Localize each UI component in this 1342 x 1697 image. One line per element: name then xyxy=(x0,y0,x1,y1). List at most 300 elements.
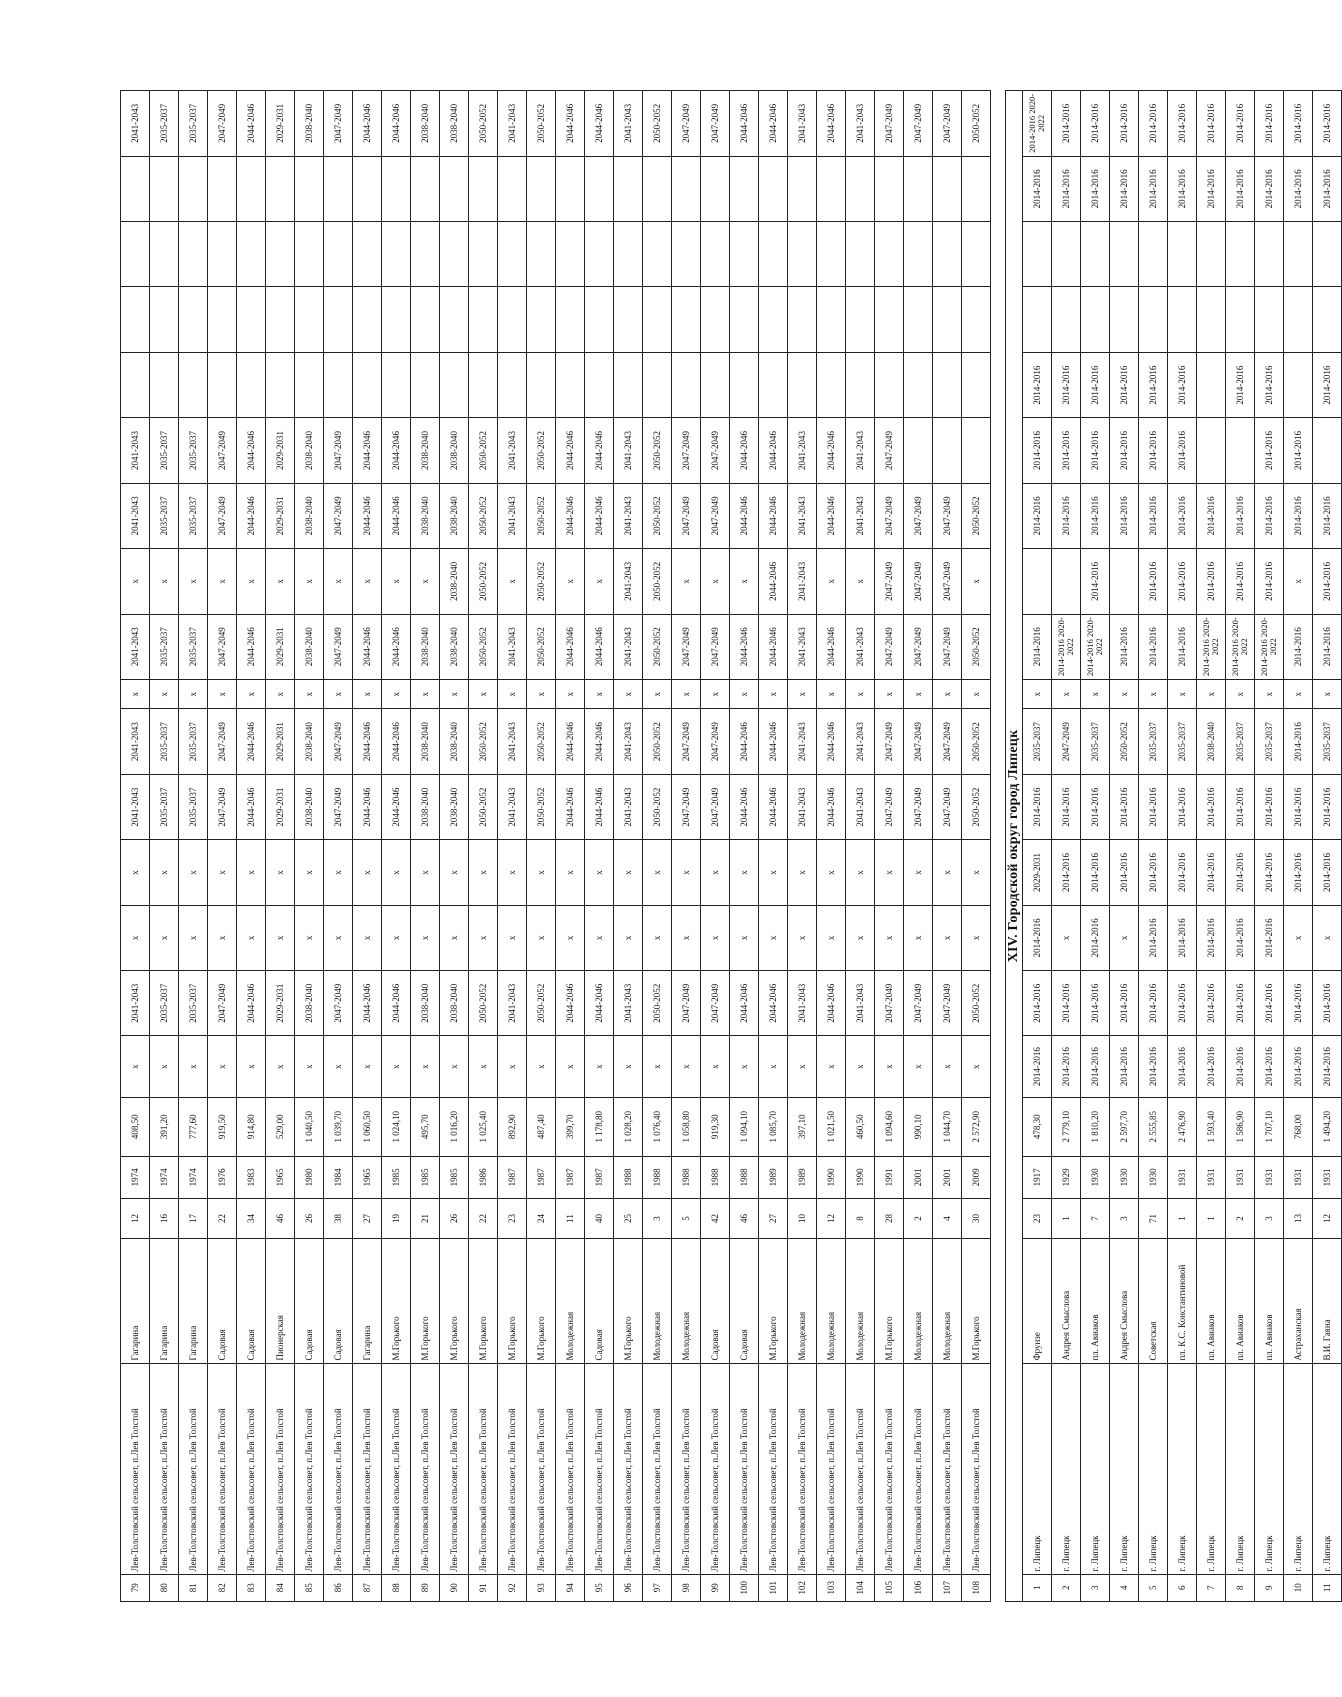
table-cell: 2014-2016 xyxy=(1226,352,1255,417)
table-cell: x xyxy=(469,679,498,709)
table-cell xyxy=(1255,222,1284,287)
table-cell: 2014-2016 xyxy=(1313,549,1342,614)
table-cell: 1 024,10 xyxy=(382,1097,411,1156)
table-cell: 95 xyxy=(585,1574,614,1601)
table-cell: 2047-2049 xyxy=(875,549,904,614)
table-cell: 8 xyxy=(1226,1574,1255,1601)
table-cell: 2041-2043 xyxy=(121,774,150,839)
table-cell xyxy=(817,222,846,287)
table-cell: 2047-2049 xyxy=(904,614,933,679)
table-cell: 2044-2046 xyxy=(585,418,614,483)
table-cell xyxy=(962,287,991,352)
table-cell: 2044-2046 xyxy=(585,614,614,679)
table-cell: x xyxy=(411,840,440,905)
table-cell: x xyxy=(904,840,933,905)
table-row xyxy=(1255,91,1284,1602)
table-cell: x xyxy=(962,1036,991,1097)
table-row xyxy=(353,91,382,1602)
table-cell: 1990 xyxy=(846,1156,875,1198)
table-cell xyxy=(875,287,904,352)
table-cell: 1 028,20 xyxy=(614,1097,643,1156)
table-cell: 2041-2043 xyxy=(788,418,817,483)
table-cell: x xyxy=(440,840,469,905)
table-cell: 2047-2049 xyxy=(875,774,904,839)
table-cell: 98 xyxy=(672,1574,701,1601)
table-cell: 2044-2046 xyxy=(556,418,585,483)
table-row xyxy=(875,91,904,1602)
table-cell: x xyxy=(527,840,556,905)
table-cell: 2044-2046 xyxy=(585,971,614,1036)
table-cell: 2014-2016 xyxy=(1081,840,1110,905)
table-cell: x xyxy=(469,840,498,905)
table-cell: 1 xyxy=(1168,1198,1197,1238)
table-cell: x xyxy=(121,840,150,905)
table-cell: x xyxy=(1197,679,1226,709)
table-cell: 2035-2037 xyxy=(150,418,179,483)
table-cell: 46 xyxy=(730,1198,759,1238)
table-cell: 2041-2043 xyxy=(614,614,643,679)
table-cell: 2041-2043 xyxy=(846,418,875,483)
table-row xyxy=(1139,91,1168,1602)
table-cell: 2044-2046 xyxy=(585,774,614,839)
table-cell xyxy=(208,352,237,417)
table-cell: Фрунзе xyxy=(1023,1239,1052,1364)
table-cell: 2047-2049 xyxy=(933,549,962,614)
table-cell xyxy=(353,352,382,417)
table-cell: 2044-2046 xyxy=(382,91,411,157)
table-cell: 2041-2043 xyxy=(614,549,643,614)
table-cell: 2014-2016 xyxy=(1110,1036,1139,1097)
table-cell xyxy=(237,352,266,417)
table-row xyxy=(527,91,556,1602)
table-cell: 2044-2046 xyxy=(237,614,266,679)
table-cell xyxy=(527,352,556,417)
table-cell: x xyxy=(411,549,440,614)
table-cell: 2047-2049 xyxy=(1052,709,1081,774)
table-cell: x xyxy=(353,1036,382,1097)
table-row xyxy=(1052,91,1081,1602)
table-cell xyxy=(469,352,498,417)
table-cell: 1 016,20 xyxy=(440,1097,469,1156)
table-cell: 2050-2052 xyxy=(643,483,672,548)
table-cell: 2041-2043 xyxy=(498,971,527,1036)
table-cell: 2 555,85 xyxy=(1139,1097,1168,1156)
table-row xyxy=(730,91,759,1602)
table-cell xyxy=(933,287,962,352)
table-cell: 2014-2016 xyxy=(1139,614,1168,679)
table-cell: 2014-2016 xyxy=(1197,156,1226,221)
table-cell: Лев-Толстовский сельсовет, п.Лев Толстой xyxy=(440,1363,469,1574)
table-cell: 1 593,40 xyxy=(1197,1097,1226,1156)
table-cell: 2047-2049 xyxy=(904,709,933,774)
table-cell xyxy=(121,287,150,352)
table-cell: 2044-2046 xyxy=(730,91,759,157)
table-cell xyxy=(875,352,904,417)
table-cell: 2014-2016 xyxy=(1081,1036,1110,1097)
table-cell: x xyxy=(701,905,730,970)
table-cell: 2035-2037 xyxy=(1313,709,1342,774)
table-cell: x xyxy=(266,1036,295,1097)
table-cell: 2047-2049 xyxy=(701,614,730,679)
table-cell: x xyxy=(817,840,846,905)
table-row xyxy=(121,91,150,1602)
table-cell: Лев-Толстовский сельсовет, п.Лев Толстой xyxy=(614,1363,643,1574)
table-cell: 2014-2016 2020-2022 xyxy=(1081,614,1110,679)
table-cell: 2029-2031 xyxy=(266,91,295,157)
table-cell: 1988 xyxy=(672,1156,701,1198)
table-cell: 2047-2049 xyxy=(701,483,730,548)
table-cell: x xyxy=(846,840,875,905)
table-cell xyxy=(498,156,527,221)
table-cell: 2014-2016 xyxy=(1081,418,1110,483)
table-cell: 2014-2016 xyxy=(1284,156,1313,221)
table-cell: Садовая xyxy=(701,1239,730,1364)
table-cell: Молодежная xyxy=(817,1239,846,1364)
table-cell: 38 xyxy=(324,1198,353,1238)
table-cell: x xyxy=(440,679,469,709)
table-cell: x xyxy=(353,840,382,905)
table-cell: 2014-2016 xyxy=(1168,156,1197,221)
table-cell: Лев-Толстовский сельсовет, п.Лев Толстой xyxy=(643,1363,672,1574)
table-cell: 2014-2016 xyxy=(1255,774,1284,839)
table-cell: пл. Авиаков xyxy=(1081,1239,1110,1364)
table-cell: 1 810,20 xyxy=(1081,1097,1110,1156)
table-cell: Лев-Толстовский сельсовет, п.Лев Толстой xyxy=(585,1363,614,1574)
table-cell: x xyxy=(295,679,324,709)
table-cell: 2044-2046 xyxy=(730,971,759,1036)
table-cell: x xyxy=(846,905,875,970)
table-cell: 2038-2040 xyxy=(440,971,469,1036)
table-cell: x xyxy=(266,679,295,709)
table-cell: 2044-2046 xyxy=(759,418,788,483)
table-cell: 89 xyxy=(411,1574,440,1601)
table-cell: 2014-2016 xyxy=(1197,840,1226,905)
table-cell: x xyxy=(788,840,817,905)
table-cell: 919,50 xyxy=(208,1097,237,1156)
table-cell: x xyxy=(788,905,817,970)
table-cell xyxy=(701,156,730,221)
table-cell xyxy=(1023,222,1052,287)
table-cell xyxy=(1284,352,1313,417)
table-cell: x xyxy=(614,905,643,970)
table-cell: 2050-2052 xyxy=(527,91,556,157)
table-cell: 2047-2049 xyxy=(701,774,730,839)
table-cell: 2014-2016 xyxy=(1197,549,1226,614)
table-cell: 2014-2016 xyxy=(1023,418,1052,483)
table-cell xyxy=(556,352,585,417)
table-cell: 2038-2040 xyxy=(411,483,440,548)
table-cell: 2050-2052 xyxy=(643,91,672,157)
table-cell: пл. К.С. Константиновой xyxy=(1168,1239,1197,1364)
table-cell: 40 xyxy=(585,1198,614,1238)
table-cell: 2035-2037 xyxy=(179,418,208,483)
table-cell: x xyxy=(1226,679,1255,709)
table-cell: 2050-2052 xyxy=(527,971,556,1036)
table-cell: 2044-2046 xyxy=(759,614,788,679)
table-cell: 1 707,10 xyxy=(1255,1097,1284,1156)
table-cell: М.Горького xyxy=(411,1239,440,1364)
table-cell: 87 xyxy=(353,1574,382,1601)
table-cell: 2014-2016 xyxy=(1226,840,1255,905)
table-cell: 2038-2040 xyxy=(411,774,440,839)
table-cell: 2041-2043 xyxy=(614,971,643,1036)
table-cell: Андрея Смыслова xyxy=(1110,1239,1139,1364)
table-cell: Лев-Толстовский сельсовет, п.Лев Толстой xyxy=(759,1363,788,1574)
table-cell: 2014-2016 xyxy=(1168,905,1197,970)
table-cell: x xyxy=(1284,679,1313,709)
table-cell xyxy=(324,352,353,417)
table-cell: 2014-2016 xyxy=(1052,91,1081,157)
table-cell: x xyxy=(701,1036,730,1097)
table-cell: Садовая xyxy=(730,1239,759,1364)
table-cell: 2044-2046 xyxy=(382,418,411,483)
table-cell: 2014-2016 xyxy=(1168,1036,1197,1097)
table-cell: 768,00 xyxy=(1284,1097,1313,1156)
table-cell: 487,40 xyxy=(527,1097,556,1156)
table-cell xyxy=(730,156,759,221)
table-cell xyxy=(875,222,904,287)
table-cell: Лев-Толстовский сельсовет, п.Лев Толстой xyxy=(556,1363,585,1574)
table-cell xyxy=(411,156,440,221)
table-cell: x xyxy=(237,549,266,614)
table-cell: Лев-Толстовский сельсовет, п.Лев Толстой xyxy=(527,1363,556,1574)
table-cell: 103 xyxy=(817,1574,846,1601)
table-cell: 2041-2043 xyxy=(121,91,150,157)
table-cell xyxy=(556,287,585,352)
table-cell: 2014-2016 xyxy=(1226,1036,1255,1097)
table-row xyxy=(788,91,817,1602)
table-cell: Советская xyxy=(1139,1239,1168,1364)
table-cell: 1987 xyxy=(585,1156,614,1198)
table-cell: x xyxy=(121,549,150,614)
table-cell: x xyxy=(585,905,614,970)
table-cell: 2044-2046 xyxy=(237,91,266,157)
table-cell: 2014-2016 xyxy=(1081,91,1110,157)
table-cell: 2041-2043 xyxy=(846,774,875,839)
table-cell: x xyxy=(1284,549,1313,614)
table-row xyxy=(759,91,788,1602)
table-cell: x xyxy=(150,840,179,905)
table-cell xyxy=(266,222,295,287)
table-cell xyxy=(759,156,788,221)
table-cell xyxy=(788,352,817,417)
table-cell: 2041-2043 xyxy=(614,709,643,774)
table-cell: 11 xyxy=(556,1198,585,1238)
table-cell: 2050-2052 xyxy=(527,614,556,679)
table-cell: 1 044,70 xyxy=(933,1097,962,1156)
table-cell xyxy=(904,156,933,221)
table-cell: 1987 xyxy=(556,1156,585,1198)
table-cell: 2047-2049 xyxy=(324,483,353,548)
table-cell: 2041-2043 xyxy=(846,614,875,679)
table-cell xyxy=(498,287,527,352)
table-cell: 2038-2040 xyxy=(440,549,469,614)
table-cell: x xyxy=(266,905,295,970)
table-cell: 2041-2043 xyxy=(498,709,527,774)
table-cell: x xyxy=(962,549,991,614)
table-cell: Садовая xyxy=(585,1239,614,1364)
table-cell: 2050-2052 xyxy=(469,91,498,157)
table-cell: 1 025,40 xyxy=(469,1097,498,1156)
table-cell xyxy=(614,156,643,221)
table-cell: 25 xyxy=(614,1198,643,1238)
table-cell: 2041-2043 xyxy=(846,91,875,157)
table-cell: 919,30 xyxy=(701,1097,730,1156)
table-cell xyxy=(121,352,150,417)
table-cell: 83 xyxy=(237,1574,266,1601)
table-cell: 86 xyxy=(324,1574,353,1601)
table-cell xyxy=(179,156,208,221)
table-cell xyxy=(237,156,266,221)
table-cell xyxy=(730,287,759,352)
city-rows xyxy=(1023,91,1342,1602)
table-cell: Лев-Толстовский сельсовет, п.Лев Толстой xyxy=(237,1363,266,1574)
table-cell: 2041-2043 xyxy=(788,709,817,774)
table-cell: x xyxy=(730,840,759,905)
table-cell: 2050-2052 xyxy=(643,971,672,1036)
table-cell: 106 xyxy=(904,1574,933,1601)
table-cell: 2038-2040 xyxy=(1197,709,1226,774)
table-cell: x xyxy=(527,905,556,970)
table-cell xyxy=(1081,287,1110,352)
table-cell: 2047-2049 xyxy=(701,709,730,774)
section-title: XIV. Городской округ город Липецк xyxy=(1006,91,1023,1602)
table-cell: 23 xyxy=(498,1198,527,1238)
spacer-row xyxy=(991,91,1006,1602)
table-cell: 81 xyxy=(179,1574,208,1601)
table-cell: 2014-2016 xyxy=(1110,840,1139,905)
table-cell: 2038-2040 xyxy=(440,774,469,839)
table-cell: x xyxy=(498,840,527,905)
table-cell: 2044-2046 xyxy=(353,418,382,483)
table-row xyxy=(1081,91,1110,1602)
table-row xyxy=(817,91,846,1602)
table-cell: М.Горького xyxy=(875,1239,904,1364)
table-cell: 2044-2046 xyxy=(353,91,382,157)
table-cell xyxy=(179,352,208,417)
table-cell: x xyxy=(962,840,991,905)
table-cell: Лев-Толстовский сельсовет, п.Лев Толстой xyxy=(730,1363,759,1574)
table-cell: 2 xyxy=(1226,1198,1255,1238)
table-cell: 2038-2040 xyxy=(440,614,469,679)
table-cell: 2014-2016 xyxy=(1081,549,1110,614)
table-cell: x xyxy=(1313,679,1342,709)
section-header-row xyxy=(1006,91,1023,1602)
table-cell: 2 597,70 xyxy=(1110,1097,1139,1156)
table-cell: 2041-2043 xyxy=(788,549,817,614)
table-cell: x xyxy=(1284,905,1313,970)
table-cell: 2014-2016 xyxy=(1052,840,1081,905)
table-cell: x xyxy=(208,905,237,970)
table-cell: 2014-2016 xyxy=(1139,1036,1168,1097)
table-cell xyxy=(643,156,672,221)
table-cell: 2014-2016 xyxy=(1284,1036,1313,1097)
table-cell: 2047-2049 xyxy=(672,483,701,548)
table-cell: 2014-2016 xyxy=(1110,418,1139,483)
table-cell: x xyxy=(672,549,701,614)
table-cell: 1 494,20 xyxy=(1313,1097,1342,1156)
rotated-document-sheet xyxy=(120,90,1332,1602)
table-cell xyxy=(121,156,150,221)
table-cell: 2044-2046 xyxy=(817,483,846,548)
table-cell: 2014-2016 xyxy=(1023,905,1052,970)
table-cell: 107 xyxy=(933,1574,962,1601)
table-cell: Лев-Толстовский сельсовет, п.Лев Толстой xyxy=(817,1363,846,1574)
table-cell: 2050-2052 xyxy=(643,549,672,614)
table-cell: 1931 xyxy=(1197,1156,1226,1198)
table-cell: 2047-2049 xyxy=(933,971,962,1036)
table-cell: 88 xyxy=(382,1574,411,1601)
table-cell xyxy=(846,156,875,221)
table-cell: Молодежная xyxy=(846,1239,875,1364)
table-cell: 2014-2016 xyxy=(1168,614,1197,679)
table-cell: x xyxy=(556,905,585,970)
table-cell: 2050-2052 xyxy=(527,418,556,483)
table-cell: 2014-2016 xyxy=(1226,156,1255,221)
table-cell xyxy=(1284,222,1313,287)
table-cell: 1983 xyxy=(237,1156,266,1198)
table-cell: г. Липецк xyxy=(1168,1363,1197,1574)
table-cell: 2038-2040 xyxy=(295,418,324,483)
table-cell: 2047-2049 xyxy=(672,774,701,839)
table-cell: 34 xyxy=(237,1198,266,1238)
table-cell: 2047-2049 xyxy=(324,91,353,157)
table-row xyxy=(962,91,991,1602)
table-cell: 2044-2046 xyxy=(237,483,266,548)
table-cell: x xyxy=(440,1036,469,1097)
table-cell: 1985 xyxy=(382,1156,411,1198)
table-row xyxy=(614,91,643,1602)
table-cell: 104 xyxy=(846,1574,875,1601)
table-cell: x xyxy=(730,1036,759,1097)
table-cell: 2014-2016 xyxy=(1081,156,1110,221)
table-cell: 2050-2052 xyxy=(1110,709,1139,774)
table-cell: x xyxy=(585,679,614,709)
table-cell: 2014-2016 xyxy=(1168,483,1197,548)
table-cell xyxy=(1197,222,1226,287)
table-cell: 1917 xyxy=(1023,1156,1052,1198)
table-cell: Садовая xyxy=(324,1239,353,1364)
table-cell xyxy=(1052,549,1081,614)
table-cell xyxy=(382,352,411,417)
table-cell: 2014-2016 xyxy=(1139,549,1168,614)
table-row xyxy=(295,91,324,1602)
table-cell xyxy=(498,222,527,287)
table-cell: 2014-2016 xyxy=(1168,91,1197,157)
table-cell: пл. Авиаков xyxy=(1226,1239,1255,1364)
table-cell: x xyxy=(556,549,585,614)
table-cell: x xyxy=(1110,905,1139,970)
table-cell: Лев-Толстовский сельсовет, п.Лев Толстой xyxy=(179,1363,208,1574)
table-cell: 2044-2046 xyxy=(817,971,846,1036)
table-cell: x xyxy=(1255,679,1284,709)
table-cell: 1988 xyxy=(614,1156,643,1198)
table-row xyxy=(266,91,295,1602)
table-cell: 2029-2031 xyxy=(266,774,295,839)
table-cell xyxy=(295,156,324,221)
table-cell: 92 xyxy=(498,1574,527,1601)
table-cell: 2014-2016 xyxy=(1255,971,1284,1036)
table-cell: 42 xyxy=(701,1198,730,1238)
table-cell: 2041-2043 xyxy=(498,91,527,157)
table-cell: 5 xyxy=(672,1198,701,1238)
table-row xyxy=(556,91,585,1602)
table-cell: г. Липецк xyxy=(1226,1363,1255,1574)
table-cell: 2044-2046 xyxy=(759,709,788,774)
table-cell xyxy=(1110,287,1139,352)
table-cell: 397,10 xyxy=(788,1097,817,1156)
table-cell: Молодежная xyxy=(643,1239,672,1364)
